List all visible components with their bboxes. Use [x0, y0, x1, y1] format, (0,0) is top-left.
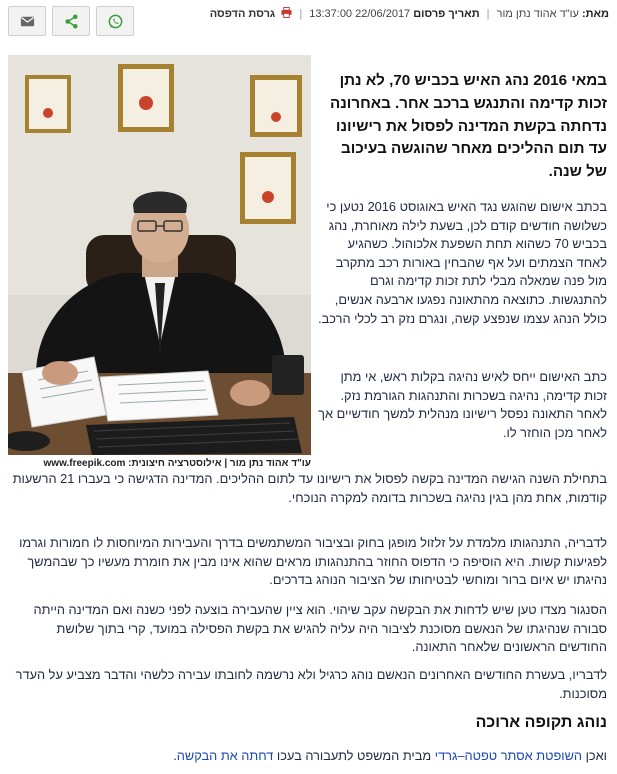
- ruling-link[interactable]: דחתה את הבקשה: [176, 748, 274, 763]
- article-paragraph: כתב האישום ייחס לאיש נהיגה בקלות ראש, אי מתן זכות קדימה, נהיגה בשכרות והתנהגות הגורמת נזק. לאחר התאונה נפסל רישיונו מנהלית למשך חודשיים אך לאחר מכן הוחזר לו.: [318, 369, 607, 440]
- article-paragraph: בתחילת השנה הגישה המדינה בקשה לפסול את רישיונו עד לתום ההליכים. המדינה הדגישה כי בעברו 21 הרשעות קודמות, אחת מהן בגין נהיגה בשכרות בדומה למקרה הנוכחי.: [12, 471, 607, 505]
- paragraph-text: מבית המשפט לתעבורה בעכו: [273, 748, 435, 763]
- print-version-link[interactable]: [210, 8, 293, 20]
- article-paragraph: בכתב אישום שהוגש נגד האיש באוגוסט 2016 נטען כי כשלושה חודשים קודם לכן, בשעת לילה מאוחרת, נהג בכביש 70 כשהוא תחת השפעת אלכוהול. כשהגיע לאחד הצמתים ועל אף שהבחין באורות רכב מתקרב מול פנה שמאלה מבלי לתת זכות קדימה וגרם להתנגשות. כתוצאה מהתאונה נפגעו ארבעה אנשים, כולל הנהג עצמו שנפצע קשה, ונגרם נזק רב לכלי הרכב.: [318, 199, 607, 326]
- print-version-label: גרסת הדפסה: [209, 8, 276, 20]
- published-label: תאריך פרסום: [413, 8, 480, 20]
- section-heading: נוהג תקופה ארוכה: [475, 714, 607, 731]
- certificate-frame: [250, 75, 302, 137]
- author-label: מאת:: [581, 8, 609, 20]
- article-paragraph: לדבריו, בעשרת החודשים האחרונים הנאשם נוהג כרגיל ולא נרשמה לחובתו עבירה כלשהי והדבר מצביע על העדר מסוכנות.: [15, 667, 607, 701]
- article-paragraph: הסנגור מצדו טען שיש לדחות את הבקשה עקב שיהוי. הוא ציין שהעבירה בוצעה לפני כשנה ואם המדינה הייתה סבורה שנהיגתו של הנאשם מסוכנת לציבור היה עליה להגיש את בקשת הפסילה במועד, קרי בתוך שלושת החודשים הראשונים שלאחר התאונה.: [33, 602, 607, 655]
- article-paragraph: לדבריה, התנהגותו מלמדת על זלזול מופגן בחוק ובציבור המשתמשים בדרך והעבירות המיוחסות לו חמורות וגרמו לפגיעות קשות. היא הוסיפה כי הדפוס החוזר בהתנהגותו מראים שהוא אינו מבין את חומרת מעשיו כך שבהמשך נהיגתו יש איום ברור ומוחשי לבטיחותו של הציבור הנוהג בדרכים.: [19, 535, 607, 588]
- judge-link[interactable]: השופטת אסתר טפטה–גרדי: [434, 748, 583, 763]
- author-name[interactable]: עו"ד אהוד נתן מור: [496, 8, 579, 20]
- certificate-frame: [25, 75, 71, 133]
- publish-time: 13:37:00: [309, 8, 353, 20]
- photo-credit: עו"ד אהוד נתן מור | אילוסטרציה חיצונית: www.freepik.com: [43, 458, 311, 469]
- certificate-frame: [240, 152, 296, 224]
- article-lead: במאי 2016 נהג האיש בכביש 70, לא נתן זכות קדימה והתנגש ברכב אחר. באחרונה נדחתה בקשת המדינה לפסול את רישיונו עד תום ההליכים מאחר שהוגשה בעיכוב של שנה.: [329, 72, 607, 181]
- publish-date: 22/06/2017: [355, 8, 411, 20]
- article-photo: [8, 55, 311, 455]
- whatsapp-icon: [107, 13, 124, 30]
- article-paragraph: [8, 747, 607, 766]
- share-button[interactable]: [52, 6, 90, 36]
- share-icon: [63, 13, 80, 30]
- article-toolbar: [0, 0, 617, 40]
- share-buttons: [8, 6, 134, 36]
- whatsapp-share-button[interactable]: [96, 6, 134, 36]
- certificate-frame: [118, 64, 174, 132]
- email-share-button[interactable]: [8, 6, 46, 36]
- paragraph-text: ואכן: [582, 748, 607, 763]
- article-meta: מאת: עו"ד אהוד נתן מור | תאריך פרסום 22/06/2017 13:37:00 | גרסת הדפסה: [209, 8, 609, 20]
- paragraph-text: .: [173, 748, 177, 763]
- printer-icon: [281, 7, 292, 18]
- email-icon: [19, 13, 36, 30]
